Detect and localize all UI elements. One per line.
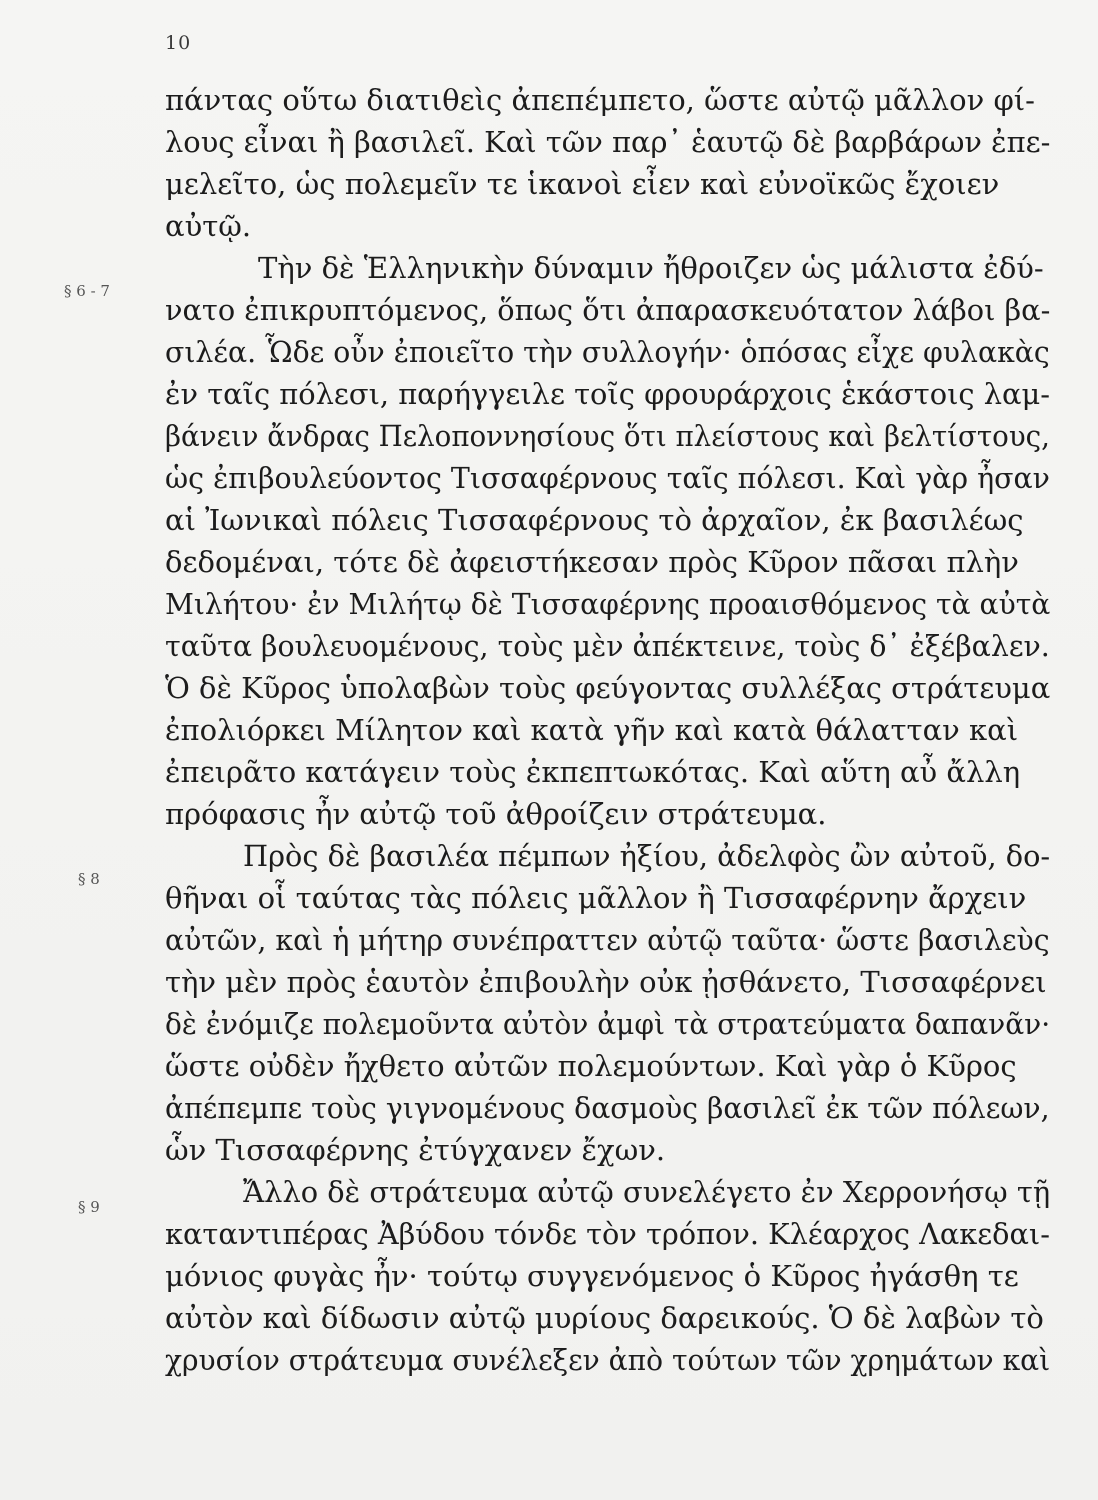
text-line: χρυσίον στράτευμα συνέλεξεν ἀπὸ τούτων τῶν χρημάτων καὶ: [165, 1343, 1051, 1377]
text-line: ταῦτα βουλευομένους, τοὺς μὲν ἀπέκτεινε, τοὺς δ᾽ ἐξέβαλεν.: [165, 629, 1050, 663]
text-line: νατο ἐπικρυπτόμενος, ὅπως ὅτι ἀπαρασκευότατον λάβοι βα-: [165, 293, 1051, 327]
text-line: Τὴν δὲ Ἑλληνικὴν δύναμιν ἤθροιζεν ὡς μάλιστα ἐδύ-: [258, 251, 1044, 285]
text-line: Πρὸς δὲ βασιλέα πέμπων ἠξίου, ἀδελφὸς ὢν αὐτοῦ, δο-: [243, 839, 1051, 873]
text-line: ὥστε οὐδὲν ἤχθετο αὐτῶν πολεμούντων. Καὶ γὰρ ὁ Κῦρος: [165, 1049, 1017, 1083]
text-line: ὧν Τισσαφέρνης ἐτύγχανεν ἔχων.: [165, 1133, 666, 1167]
text-line: βάνειν ἄνδρας Πελοποννησίους ὅτι πλείστους καὶ βελτίστους,: [165, 419, 1050, 453]
text-line: ἐπολιόρκει Μίλητον καὶ κατὰ γῆν καὶ κατὰ θάλατταν καὶ: [165, 713, 1019, 747]
text-line: λους εἶναι ἢ βασιλεῖ. Καὶ τῶν παρ᾽ ἑαυτῷ δὲ βαρβάρων ἐπε-: [165, 125, 1051, 159]
text-line: τὴν μὲν πρὸς ἑαυτὸν ἐπιβουλὴν οὐκ ᾐσθάνετο, Τισσαφέρνει: [165, 965, 1047, 999]
text-line: πρόφασις ἦν αὐτῷ τοῦ ἀθροίζειν στράτευμα.: [165, 797, 827, 831]
text-line: ἐν ταῖς πόλεσι, παρήγγειλε τοῖς φρουράρχοις ἑκάστοις λαμ-: [165, 377, 1051, 411]
text-line: αὐτῷ.: [165, 209, 252, 243]
text-line: δεδομέναι, τότε δὲ ἀφειστήκεσαν πρὸς Κῦρον πᾶσαι πλὴν: [165, 545, 1019, 579]
text-line: πάντας οὕτω διατιθεὶς ἀπεπέμπετο, ὥστε αὐτῷ μᾶλλον φί-: [165, 83, 1035, 117]
text-line: ἐπειρᾶτο κατάγειν τοὺς ἐκπεπτωκότας. Καὶ αὕτη αὖ ἄλλη: [165, 755, 1021, 789]
text-line: ὡς ἐπιβουλεύοντος Τισσαφέρνους ταῖς πόλεσι. Καὶ γὰρ ἦσαν: [165, 461, 1050, 495]
text-line: Ὁ δὲ Κῦρος ὑπολαβὼν τοὺς φεύγοντας συλλέξας στράτευμα: [165, 671, 1051, 705]
text-line: καταντιπέρας Ἀβύδου τόνδε τὸν τρόπον. Κλέαρχος Λακεδαι-: [165, 1217, 1050, 1251]
text-line: δὲ ἐνόμιζε πολεμοῦντα αὐτὸν ἀμφὶ τὰ στρατεύματα δαπανᾶν·: [165, 1007, 1051, 1041]
text-line: Ἄλλο δὲ στράτευμα αὐτῷ συνελέγετο ἐν Χερρονήσῳ τῇ: [243, 1175, 1051, 1209]
text-line: αὐτῶν, καὶ ἡ μήτηρ συνέπραττεν αὐτῷ ταῦτα· ὥστε βασιλεὺς: [165, 923, 1050, 957]
text-line: αὐτὸν καὶ δίδωσιν αὐτῷ μυρίους δαρεικούς. Ὁ δὲ λαβὼν τὸ: [165, 1301, 1044, 1335]
section-marker-8: § 8: [78, 870, 100, 888]
text-line: ἀπέπεμπε τοὺς γιγνομένους δασμοὺς βασιλεῖ ἐκ τῶν πόλεων,: [165, 1091, 1050, 1125]
text-line: αἱ Ἰωνικαὶ πόλεις Τισσαφέρνους τὸ ἀρχαῖον, ἐκ βασιλέως: [165, 503, 1024, 537]
text-line: θῆναι οἷ ταύτας τὰς πόλεις μᾶλλον ἢ Τισσαφέρνην ἄρχειν: [165, 881, 1027, 915]
section-marker-9: § 9: [78, 1198, 100, 1216]
text-line: σιλέα. Ὧδε οὖν ἐποιεῖτο τὴν συλλογήν· ὁπόσας εἶχε φυλακὰς: [165, 335, 1050, 369]
text-line: Μιλήτου· ἐν Μιλήτῳ δὲ Τισσαφέρνης προαισθόμενος τὰ αὐτὰ: [165, 587, 1051, 621]
section-marker-6-7: § 6 - 7: [64, 282, 110, 300]
text-line: μελεῖτο, ὡς πολεμεῖν τε ἱκανοὶ εἶεν καὶ εὐνοϊκῶς ἔχοιεν: [165, 167, 1000, 201]
page-number: 10: [165, 32, 192, 54]
text-line: μόνιος φυγὰς ἦν· τούτῳ συγγενόμενος ὁ Κῦρος ἠγάσθη τε: [165, 1259, 1019, 1293]
